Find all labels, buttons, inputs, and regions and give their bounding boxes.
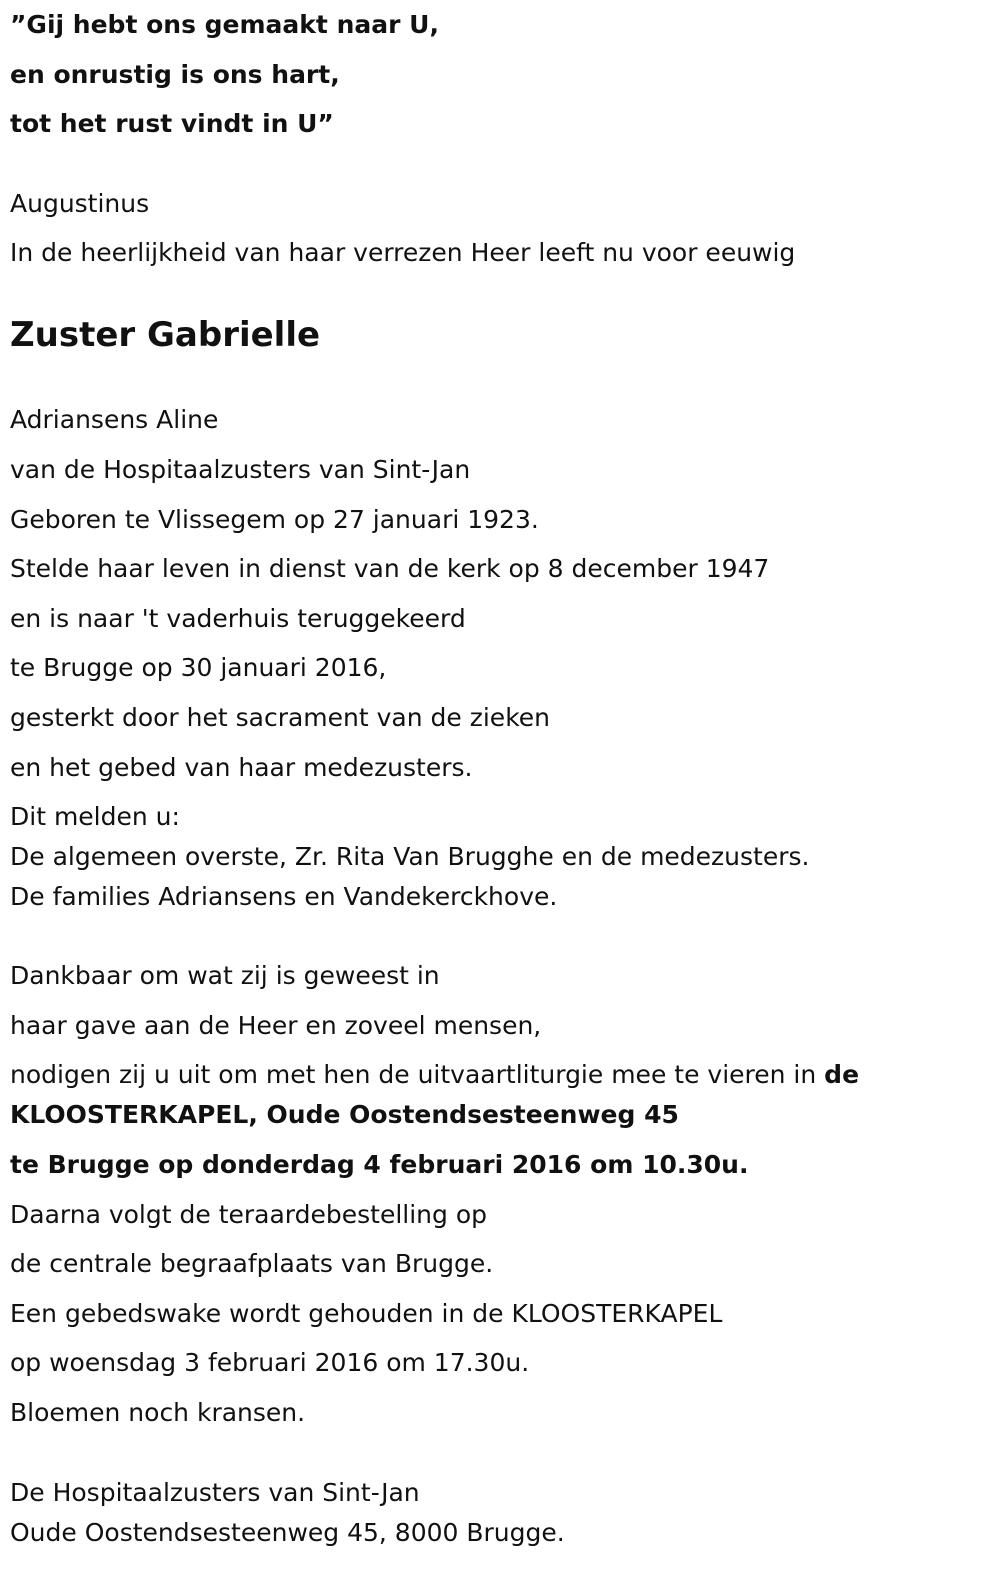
quote-line-1: ”Gij hebt ons gemaakt naar U, bbox=[10, 10, 439, 39]
footer-address: Oude Oostendsesteenweg 45, 8000 Brugge. bbox=[10, 1518, 565, 1547]
funeral-line: de centrale begraafplaats van Brugge. bbox=[10, 1249, 494, 1278]
bio-line: Adriansens Aline bbox=[10, 405, 219, 434]
funeral-invite-bold: de bbox=[824, 1060, 860, 1089]
bio-line: De families Adriansens en Vandekerckhove. bbox=[10, 882, 558, 911]
funeral-line: Dankbaar om wat zij is geweest in bbox=[10, 961, 440, 990]
bio-line: gesterkt door het sacrament van de zieken bbox=[10, 703, 551, 732]
footer-org: De Hospitaalzusters van Sint-Jan bbox=[10, 1478, 420, 1507]
quote-line-3: tot het rust vindt in U” bbox=[10, 109, 334, 138]
intro-line: In de heerlijkheid van haar verrezen Heer leeft nu voor eeuwig bbox=[10, 238, 796, 267]
quote-line-2: en onrustig is ons hart, bbox=[10, 60, 340, 89]
bio-line: De algemeen overste, Zr. Rita Van Brugghe en de medezusters. bbox=[10, 842, 810, 871]
funeral-invite-text: nodigen zij u uit om met hen de uitvaartliturgie mee te vieren in bbox=[10, 1060, 825, 1089]
funeral-line: Daarna volgt de teraardebestelling op bbox=[10, 1200, 488, 1229]
funeral-date-time: te Brugge op donderdag 4 februari 2016 om 10.30u. bbox=[10, 1150, 749, 1179]
bio-line: en het gebed van haar medezusters. bbox=[10, 753, 473, 782]
bio-line: Stelde haar leven in dienst van de kerk op 8 december 1947 bbox=[10, 554, 770, 583]
attribution: Augustinus bbox=[10, 189, 150, 218]
funeral-line: op woensdag 3 februari 2016 om 17.30u. bbox=[10, 1348, 530, 1377]
bio-line: Geboren te Vlissegem op 27 januari 1923. bbox=[10, 505, 539, 534]
bio-line: van de Hospitaalzusters van Sint-Jan bbox=[10, 455, 471, 484]
funeral-invite-line bbox=[10, 1059, 859, 1091]
funeral-line: haar gave aan de Heer en zoveel mensen, bbox=[10, 1011, 542, 1040]
funeral-location: KLOOSTERKAPEL, Oude Oostendsesteenweg 45 bbox=[10, 1100, 679, 1129]
deceased-name: Zuster Gabrielle bbox=[10, 315, 321, 355]
bio-line: en is naar 't vaderhuis teruggekeerd bbox=[10, 604, 466, 633]
funeral-line: Een gebedswake wordt gehouden in de KLOOSTERKAPEL bbox=[10, 1299, 723, 1328]
funeral-line: Bloemen noch kransen. bbox=[10, 1398, 306, 1427]
bio-line: te Brugge op 30 januari 2016, bbox=[10, 653, 387, 682]
bio-line: Dit melden u: bbox=[10, 802, 180, 831]
